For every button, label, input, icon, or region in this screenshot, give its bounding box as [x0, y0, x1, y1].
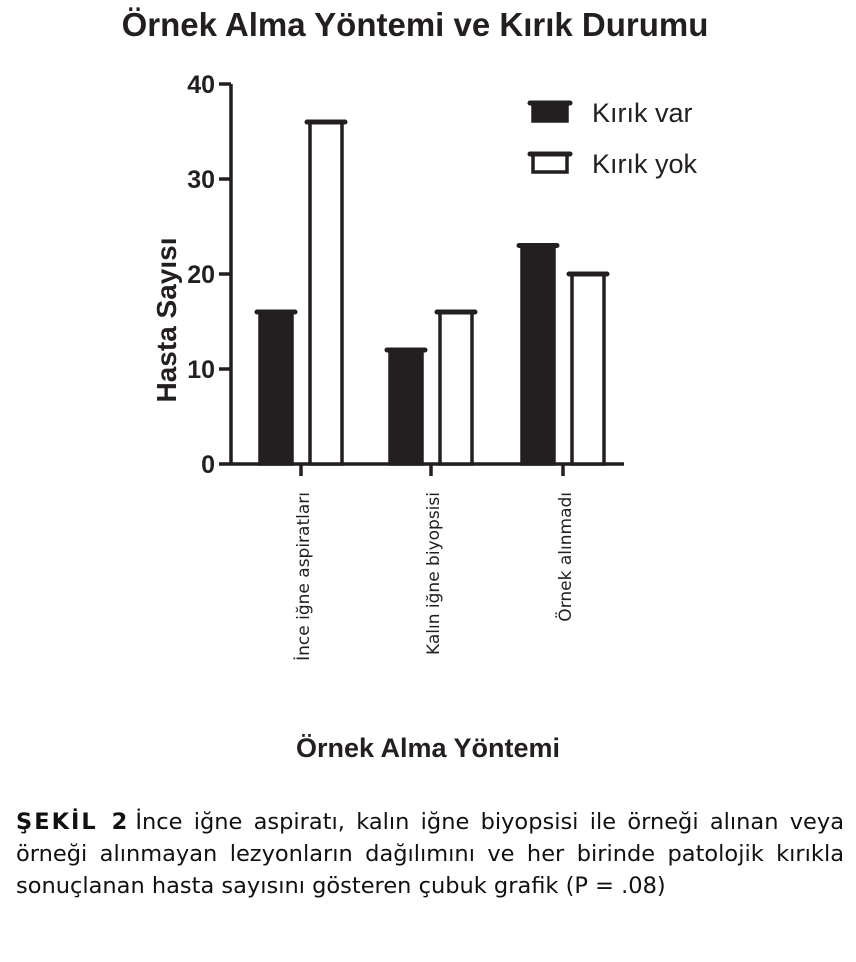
y-tick-label: 20	[187, 261, 215, 289]
x-axis-label: Örnek Alma Yöntemi	[295, 733, 561, 763]
x-tick-label: Örnek alınmadı	[556, 492, 576, 622]
y-axis-label: Hasta Sayısı	[151, 237, 182, 403]
bar-kirik-yok	[440, 312, 472, 464]
y-tick-label: 40	[187, 71, 215, 99]
y-tick-label: 30	[187, 166, 215, 194]
bar-kirik-var	[260, 312, 292, 464]
legend	[530, 98, 698, 179]
figure-caption	[16, 806, 844, 902]
x-tick-label: İnce iğne aspiratları	[294, 492, 314, 661]
legend-swatch	[533, 154, 567, 172]
legend-swatch	[533, 103, 567, 121]
bar-kirik-yok	[310, 122, 342, 464]
y-tick-label: 0	[201, 451, 215, 479]
figure-caption-text: İnce iğne aspiratı, kalın iğne biyopsisi ile örneği alınan veya örneği alınmayan lezyonların dağılımını ve her birinde patolojik kırıkla sonuçlanan hasta sayısını gösteren çubuk grafik (P = .08)	[16, 809, 844, 899]
figure-caption-label: ŞEKİL 2	[16, 809, 130, 835]
legend-label: Kırık yok	[592, 149, 698, 179]
bar-kirik-yok	[572, 274, 604, 464]
legend-label: Kırık var	[592, 98, 693, 128]
y-tick-label: 10	[187, 356, 215, 384]
chart-title: Örnek Alma Yöntemi ve Kırık Durumu	[121, 6, 709, 43]
bar-kirik-var	[390, 350, 422, 464]
bar-kirik-var	[522, 246, 554, 465]
x-tick-label: Kalın iğne biyopsisi	[424, 492, 444, 655]
